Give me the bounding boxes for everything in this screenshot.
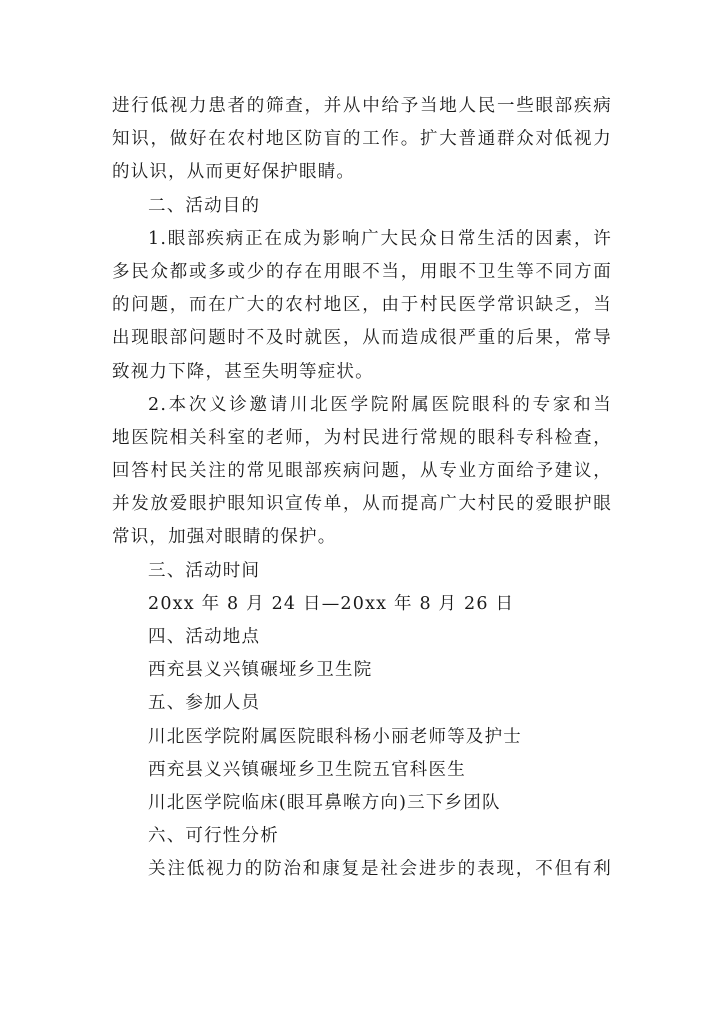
text-line: 出现眼部问题时不及时就医，从而造成很严重的后果，常导 [112, 328, 612, 349]
text-line: 进行低视力患者的筛查，并从中给予当地人民一些眼部疾病 [112, 96, 612, 116]
text-line: 20xx 年 8 月 24 日—20xx 年 8 月 26 日 [148, 593, 515, 614]
text-line: 四、活动地点 [148, 627, 261, 647]
text-line: 川北医学院临床(眼耳鼻喉方向)三下乡团队 [148, 792, 501, 813]
text-line: 西充县义兴镇碾垭乡卫生院 [148, 660, 373, 681]
document-page [112, 90, 612, 887]
text-line: 六、可行性分析 [148, 826, 279, 847]
text-line: 知识，做好在农村地区防盲的工作。扩大普通群众对低视力 [112, 129, 612, 150]
text-line: 并发放爱眼护眼知识宣传单，从而提高广大村民的爱眼护眼 [112, 494, 612, 515]
text-line: 致视力下降，甚至失明等症状。 [112, 361, 374, 382]
text-line: 五、参加人员 [148, 693, 261, 714]
text-line: 地医院相关科室的老师，为村民进行常规的眼科专科检查， [112, 427, 612, 448]
text-line: 三、活动时间 [148, 560, 261, 581]
text-line: 多民众都或多或少的存在用眼不当，用眼不卫生等不同方面 [112, 261, 612, 282]
text-line: 关注低视力的防治和康复是社会进步的表现，不但有利 [148, 859, 612, 880]
text-line: 常识，加强对眼睛的保护。 [112, 527, 337, 548]
text-line: 西充县义兴镇碾垭乡卫生院五官科医生 [148, 759, 466, 780]
text-line: 二、活动目的 [148, 195, 261, 216]
text-line: 回答村民关注的常见眼部疾病问题，从专业方面给予建议， [112, 461, 612, 482]
text-line: 的问题，而在广大的农村地区，由于村民医学常识缺乏，当 [112, 295, 612, 316]
text-line: 2.本次义诊邀请川北医学院附属医院眼科的专家和当 [148, 394, 612, 415]
text-line: 1.眼部疾病正在成为影响广大民众日常生活的因素，许 [148, 228, 612, 249]
text-line: 川北医学院附属医院眼科杨小丽老师等及护士 [148, 726, 522, 747]
text-line: 的认识，从而更好保护眼睛。 [112, 162, 356, 183]
